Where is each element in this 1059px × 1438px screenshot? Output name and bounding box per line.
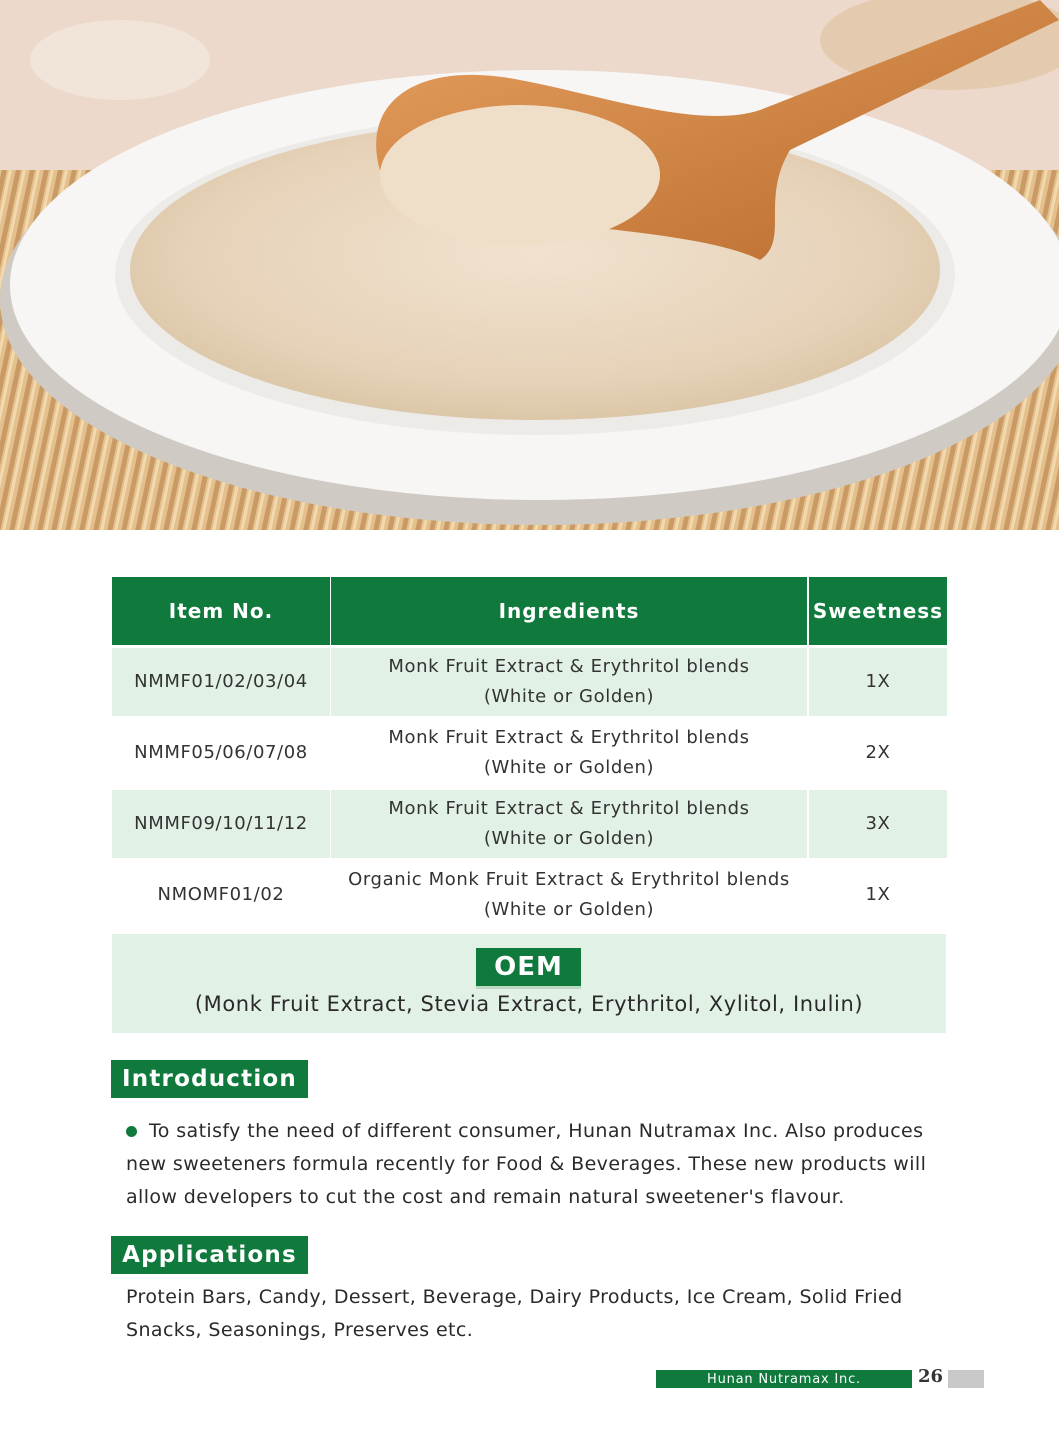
item-no-cell: NMMF01/02/03/04 xyxy=(112,648,330,716)
sweetener-bowl-image xyxy=(0,0,1059,530)
header-sweetness: Sweetness xyxy=(809,577,947,645)
product-table xyxy=(112,577,947,929)
table-row xyxy=(112,648,947,716)
table-row xyxy=(112,861,947,929)
ingredients-cell xyxy=(331,648,807,716)
header-item-no: Item No. xyxy=(112,577,330,645)
ingredients-variant: (White or Golden) xyxy=(483,686,655,707)
sweetness-cell: 1X xyxy=(809,648,947,716)
table-row xyxy=(112,719,947,787)
item-no-cell: NMMF05/06/07/08 xyxy=(134,742,308,763)
item-no-cell: NMOMF01/02 xyxy=(157,884,285,905)
sweetness-cell: 1X xyxy=(865,884,891,905)
footer-accent xyxy=(948,1370,984,1388)
page-number: 26 xyxy=(918,1366,944,1387)
applications-heading: Applications xyxy=(111,1236,308,1274)
oem-badge: OEM xyxy=(476,948,581,986)
table-header xyxy=(112,577,947,645)
oem-ingredient-list: (Monk Fruit Extract, Stevia Extract, Erythritol, Xylitol, Inulin) xyxy=(194,992,864,1016)
ingredients-line: Monk Fruit Extract & Erythritol blends xyxy=(388,656,750,677)
applications-text: Protein Bars, Candy, Dessert, Beverage, Dairy Products, Ice Cream, Solid Fried Snacks, Seasonings, Preserves etc. xyxy=(126,1286,903,1341)
ingredients-variant: (White or Golden) xyxy=(483,828,655,849)
introduction-text: To satisfy the need of different consumer, Hunan Nutramax Inc. Also produces new sweeteners formula recently for Food & Beverages. These new products will allow developers to cut the cost and remain natural sweetener's flavour. xyxy=(126,1120,927,1208)
introduction-heading: Introduction xyxy=(111,1060,308,1098)
header-ingredients: Ingredients xyxy=(331,577,807,645)
ingredients-variant: (White or Golden) xyxy=(483,757,655,778)
sweetness-cell: 2X xyxy=(865,742,891,763)
item-no-cell: NMMF09/10/11/12 xyxy=(112,790,330,858)
sweetness-cell: 3X xyxy=(809,790,947,858)
ingredients-line: Organic Monk Fruit Extract & Erythritol blends xyxy=(348,869,790,890)
ingredients-line: Monk Fruit Extract & Erythritol blends xyxy=(388,798,750,819)
ingredients-variant: (White or Golden) xyxy=(483,899,655,920)
footer-company: Hunan Nutramax Inc. xyxy=(656,1370,912,1388)
ingredients-line: Monk Fruit Extract & Erythritol blends xyxy=(388,727,750,748)
ingredients-cell xyxy=(331,790,807,858)
table-row xyxy=(112,790,947,858)
hero-photo xyxy=(0,0,1059,530)
ingredients-cell xyxy=(331,719,807,787)
ingredients-cell xyxy=(331,861,807,929)
